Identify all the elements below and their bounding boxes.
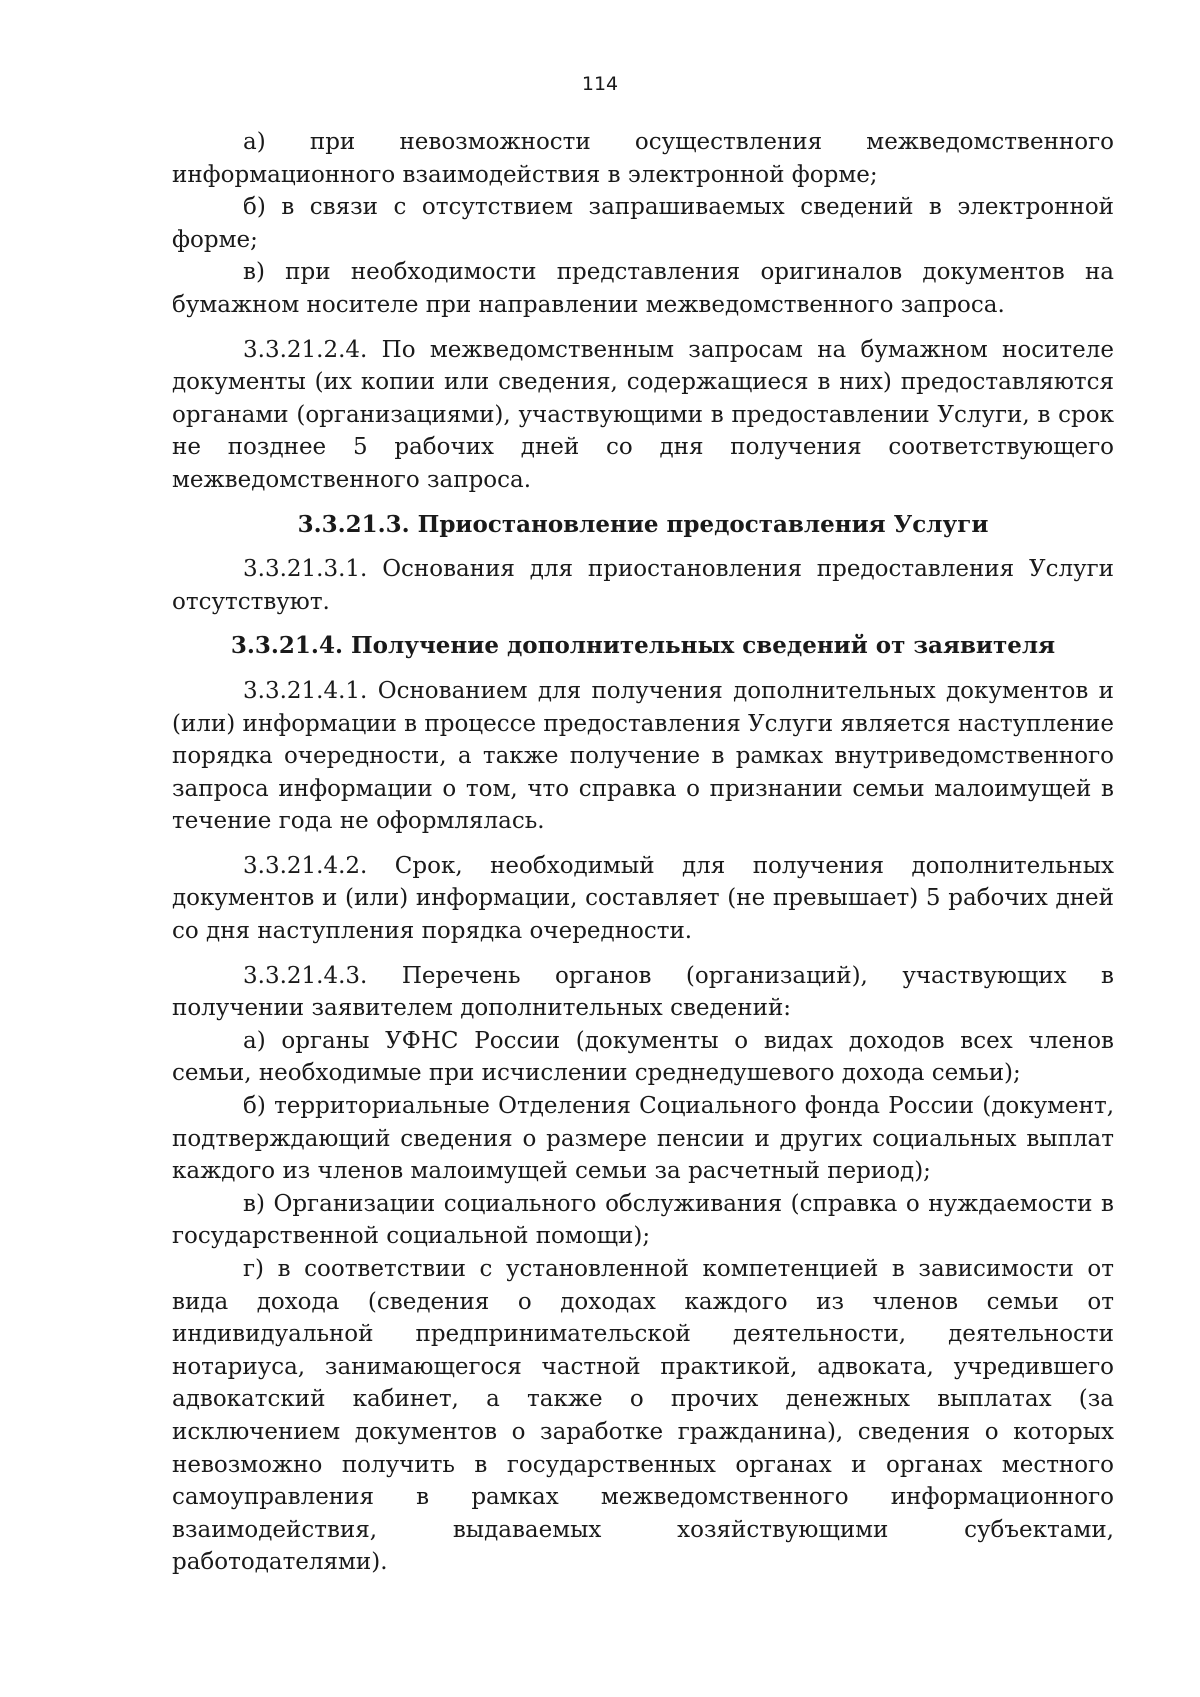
paragraph-3-3-21-2-4: 3.3.21.2.4. По межведомственным запросам на бумажном носителе документы (их копии или сведения, содержащиеся в них) предоставляются органами (организациями), участвующими в предоставлении Услуги, в срок не позднее 5 рабочих дней со дня получения соответствующего межведомственного запроса.: [172, 336, 1114, 493]
list-item-v: в) при необходимости представления оригиналов документов на бумажном носителе при направлении межведомственного запроса.: [172, 259, 1114, 318]
list-item-b-sfr: б) территориальные Отделения Социального фонда России (документ, подтверждающий сведения о размере пенсии и других социальных выплат каждого из членов малоимущей семьи за расчетный период);: [172, 1093, 1114, 1185]
page-number: 114: [581, 73, 619, 95]
paragraph-3-3-21-4-1: 3.3.21.4.1. Основанием для получения дополнительных документов и (или) информации в процессе предоставления Услуги является наступление порядка очередности, а также получение в рамках внутриведомственного запроса информации о том, что справка о признании семьи малоимущей в течение года не оформлялась.: [172, 677, 1114, 835]
list-item-g-income: г) в соответствии с установленной компетенцией в зависимости от вида дохода (сведения о доходах каждого из членов семьи от индивидуальной предпринимательской деятельности, деятельности нотариуса, занимающегося частной практикой, адвоката, учредившего адвокатский кабинет, а также о прочих денежных выплатах (за исключением документов о заработке гражданина), сведения о которых невозможно получить в государственных органах и органах местного самоуправления в рамках межведомственного информационного взаимодействия, выдаваемых хозяйствующими субъектами, работодателями).: [172, 1256, 1114, 1576]
section-heading-3-3-21-3: 3.3.21.3. Приостановление предоставления Услуги: [297, 510, 989, 538]
paragraph-3-3-21-3-1: 3.3.21.3.1. Основания для приостановления предоставления Услуги отсутствуют.: [172, 556, 1114, 615]
section-heading-3-3-21-4: 3.3.21.4. Получение дополнительных сведений от заявителя: [230, 632, 1056, 660]
document-body: [172, 126, 1114, 1579]
list-item-a-ufns: а) органы УФНС России (документы о видах доходов всех членов семьи, необходимые при исчислении среднедушевого дохода семьи);: [172, 1027, 1114, 1087]
paragraph-3-3-21-4-2: 3.3.21.4.2. Срок, необходимый для получения дополнительных документов и (или) информации, составляет (не превышает) 5 рабочих дней со дня наступления порядка очередности.: [172, 852, 1114, 945]
list-item-a: а) при невозможности осуществления межведомственного информационного взаимодействия в электронной форме;: [172, 129, 1114, 188]
list-item-v-social-service: в) Организации социального обслуживания (справка о нуждаемости в государственной социальной помощи);: [172, 1190, 1114, 1250]
list-item-b: б) в связи с отсутствием запрашиваемых сведений в электронной форме;: [172, 194, 1114, 253]
paragraph-3-3-21-4-3: 3.3.21.4.3. Перечень органов (организаций), участвующих в получении заявителем дополнительных сведений:: [172, 962, 1114, 1022]
